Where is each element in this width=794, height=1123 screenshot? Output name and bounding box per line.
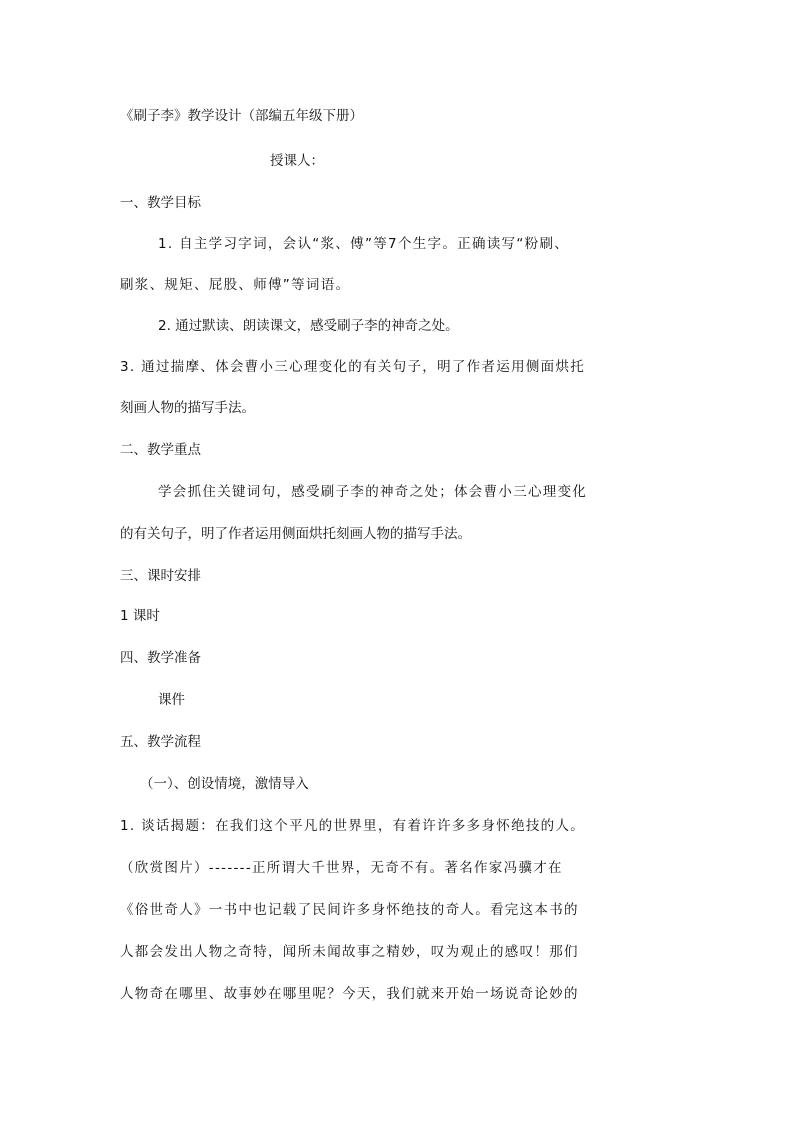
- goal-item: 2. 通过默读、朗读课文，感受刷子李的神奇之处。: [158, 318, 459, 334]
- section-heading-schedule: 三、课时安排: [120, 568, 201, 584]
- section-heading-process: 五、教学流程: [120, 734, 201, 750]
- teacher-label: 授课人：: [270, 153, 324, 169]
- focus-text: 学会抓住关键词句，感受刷子李的神奇之处；体会曹小三心理变化: [158, 484, 588, 500]
- process-text: 1. 谈话揭题：在我们这个平凡的世界里，有着许许多多身怀绝技的人。: [120, 818, 586, 834]
- goal-item: 刻画人物的描写手法。: [120, 400, 255, 416]
- focus-text: 的有关句子，明了作者运用侧面烘托刻画人物的描写手法。: [120, 526, 471, 542]
- goal-item: 1. 自主学习字词，会认“浆、傅”等7个生字。正确读写“粉刷、: [158, 236, 570, 252]
- section-heading-goals: 一、教学目标: [120, 195, 201, 211]
- process-text: 人物奇在哪里、故事妙在哪里呢？今天，我们就来开始一场说奇论妙的: [120, 986, 579, 1002]
- goal-item: 刷浆、规矩、屁股、师傅”等词语。: [120, 277, 351, 293]
- process-text: （欣赏图片）-------正所谓大千世界，无奇不有。著名作家冯骥才在: [120, 860, 563, 876]
- schedule-text: 1 课时: [120, 608, 160, 624]
- process-subheading: （一）、创设情境，激情导入: [140, 776, 309, 792]
- section-heading-focus: 二、教学重点: [120, 442, 201, 458]
- process-text: 《俗世奇人》一书中也记载了民间许多身怀绝技的奇人。看完这本书的: [120, 902, 579, 918]
- process-text: 人都会发出人物之奇特，闻所未闻故事之精妙，叹为观止的感叹！那们: [120, 944, 579, 960]
- document-title: 《刷子李》教学设计（部编五年级下册）: [120, 108, 363, 124]
- preparation-text: 课件: [158, 692, 185, 708]
- section-heading-preparation: 四、教学准备: [120, 650, 201, 666]
- goal-item: 3. 通过揣摩、体会曹小三心理变化的有关句子，明了作者运用侧面烘托: [120, 359, 586, 375]
